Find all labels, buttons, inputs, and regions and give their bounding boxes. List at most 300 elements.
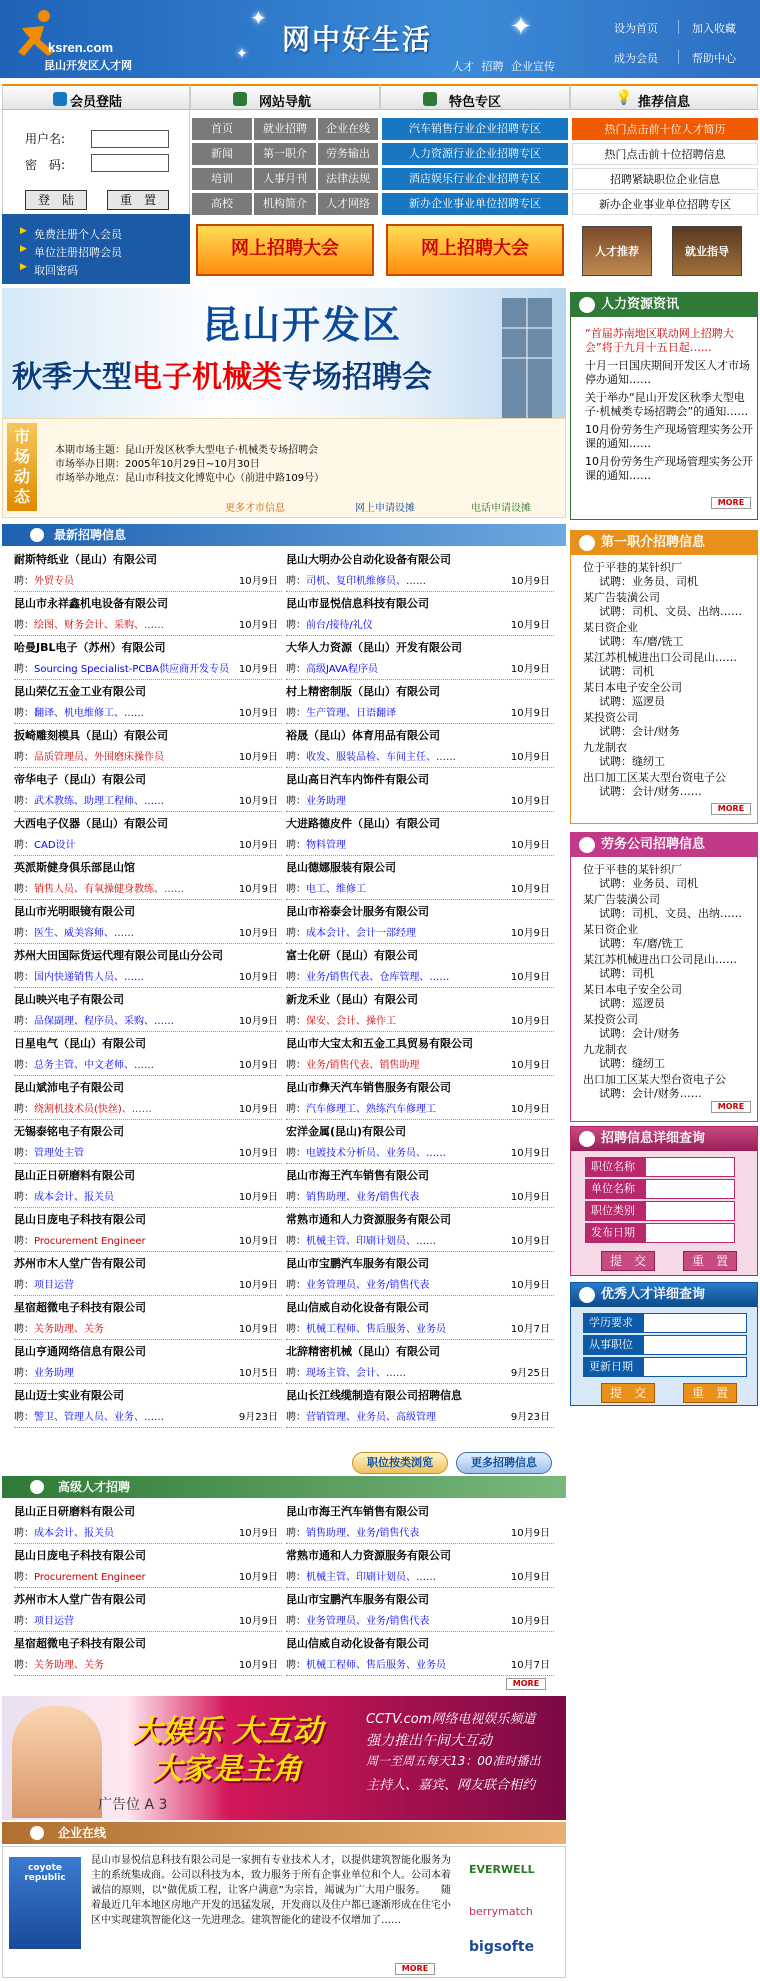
- nav-enterprise[interactable]: 企业在线: [318, 118, 378, 140]
- feature-header: [380, 84, 570, 110]
- job-positions[interactable]: [286, 924, 504, 939]
- online-apply-link[interactable]: 网上申请设摊: [355, 503, 415, 514]
- list-item[interactable]: [577, 863, 755, 891]
- job-positions[interactable]: [286, 1144, 504, 1159]
- company-name[interactable]: 英派斯健身俱乐部昆山馆: [14, 861, 135, 874]
- hr-news-item[interactable]: 十月一日国庆期间开发区人才市场停办通知……: [585, 359, 750, 386]
- nav-header: [190, 84, 380, 110]
- job-positions[interactable]: [286, 660, 504, 675]
- job-positions[interactable]: [286, 1568, 504, 1583]
- post-date: 10月9日: [238, 1192, 278, 1203]
- list-item[interactable]: [577, 893, 755, 921]
- feature-item-new[interactable]: 新办企业事业单位招聘专区: [382, 193, 568, 215]
- job-positions[interactable]: [286, 1276, 504, 1291]
- more-jobs-button[interactable]: 更多招聘信息: [456, 1452, 552, 1474]
- positions-prefix: 聘：: [286, 664, 306, 675]
- job-cell[interactable]: [286, 680, 554, 724]
- job-positions[interactable]: [286, 880, 504, 895]
- list-item[interactable]: [577, 1043, 755, 1071]
- job-positions[interactable]: [14, 1276, 232, 1291]
- positions-prefix: 聘：: [286, 928, 306, 939]
- job-positions[interactable]: [14, 616, 232, 631]
- list-item[interactable]: [577, 771, 755, 799]
- job-cell[interactable]: [14, 1032, 282, 1076]
- post-date: 10月9日: [238, 1016, 278, 1027]
- job-positions[interactable]: [14, 1012, 232, 1027]
- job-positions[interactable]: [286, 1320, 504, 1335]
- job-name-label: 职位名称: [585, 1157, 645, 1177]
- job-cell[interactable]: [14, 1632, 282, 1676]
- password-label: 密 码:: [25, 158, 66, 172]
- positions-prefix: 聘：: [14, 1060, 34, 1071]
- company-name[interactable]: 大进路德皮件（昆山）有限公司: [286, 817, 440, 830]
- positions-prefix: 聘：: [286, 1616, 306, 1627]
- job-positions[interactable]: [14, 1056, 232, 1071]
- positions-prefix: 聘：: [14, 664, 34, 675]
- positions-value: 收发、服装品检、车间主任、……: [306, 752, 456, 763]
- company-name[interactable]: 昆山市大宝太和五金工具贸易有限公司: [286, 1037, 473, 1050]
- job-positions[interactable]: [14, 748, 232, 763]
- company-name[interactable]: 星宿超微电子科技有限公司: [14, 1637, 146, 1650]
- online-fair-banner[interactable]: 网上招聘大会: [196, 224, 374, 276]
- fair-banner[interactable]: [2, 288, 566, 418]
- hr-news-header: [571, 293, 757, 317]
- banner-line1: 昆山开发区: [202, 303, 403, 347]
- list-item[interactable]: [577, 561, 755, 589]
- job-cell[interactable]: [14, 1500, 282, 1544]
- talent-query-submit[interactable]: 提 交: [601, 1383, 655, 1403]
- company-name[interactable]: 富士化研（昆山）有限公司: [286, 949, 418, 962]
- list-item[interactable]: [577, 1073, 755, 1101]
- job-positions[interactable]: [14, 1100, 232, 1115]
- become-member-link[interactable]: 成为会员: [614, 52, 658, 65]
- login-button[interactable]: 登 陆: [25, 190, 87, 210]
- retrieve-password-link[interactable]: 取回密码: [34, 264, 78, 277]
- job-cell[interactable]: [14, 900, 282, 944]
- job-query-submit[interactable]: 提 交: [601, 1251, 655, 1271]
- company-name[interactable]: 大华人力资源（昆山）开发有限公司: [286, 641, 462, 654]
- job-cell[interactable]: [286, 548, 554, 592]
- education-select[interactable]: [643, 1313, 747, 1333]
- more-button[interactable]: MORE: [395, 1963, 435, 1975]
- password-input[interactable]: [91, 154, 169, 172]
- company-name[interactable]: 昆山市海王汽车销售有限公司: [286, 1505, 429, 1518]
- nav-law[interactable]: 法律法规: [318, 168, 378, 190]
- ad-line3: 周一至周五每天13：00准时播出: [366, 1754, 541, 1768]
- job-cell[interactable]: [14, 1296, 282, 1340]
- update-date-label: 更新日期: [583, 1357, 643, 1377]
- job-cell[interactable]: [14, 680, 282, 724]
- company-name[interactable]: 昆山市永祥鑫机电设备有限公司: [14, 597, 168, 610]
- reset-button[interactable]: 重 置: [107, 190, 169, 210]
- job-positions[interactable]: [14, 968, 232, 983]
- nav-monthly[interactable]: 人事月刊: [254, 168, 316, 190]
- positions-value: 销售助理、业务/销售代表: [306, 1192, 420, 1203]
- list-job: 试聘：巡逻员: [599, 997, 665, 1010]
- job-positions[interactable]: [14, 1612, 232, 1627]
- positions-prefix: 聘：: [14, 1148, 34, 1159]
- positions-prefix: 聘：: [14, 972, 34, 983]
- company-name[interactable]: 昆山日庞电子科技有限公司: [14, 1549, 146, 1562]
- positions-value: 关务助理、关务: [34, 1660, 104, 1671]
- more-button[interactable]: MORE: [711, 803, 751, 815]
- job-cell[interactable]: [14, 592, 282, 636]
- positions-value: 电工、维修工: [306, 884, 366, 895]
- username-input[interactable]: [91, 130, 169, 148]
- positions-prefix: 聘：: [286, 1324, 306, 1335]
- more-button[interactable]: MORE: [506, 1678, 546, 1690]
- job-positions[interactable]: [14, 1364, 232, 1379]
- company-name[interactable]: 苏州市木人堂广告有限公司: [14, 1257, 146, 1270]
- hr-news-item[interactable]: “首届苏南地区联动网上招聘大会”将于九月十五日起……: [585, 327, 734, 354]
- job-cell[interactable]: [286, 636, 554, 680]
- job-positions[interactable]: [286, 1012, 504, 1027]
- job-cell[interactable]: [14, 636, 282, 680]
- hr-news-item[interactable]: 关于举办“昆山开发区秋季大型电子·机械类专场招聘会”的通知……: [585, 391, 749, 418]
- company-name[interactable]: 昆山正日研磨料有限公司: [14, 1169, 135, 1182]
- senior-icon: [30, 1480, 44, 1494]
- company-name[interactable]: 无锡泰铭电子有限公司: [14, 1125, 124, 1138]
- list-job: 试聘：司机: [599, 665, 654, 678]
- nav-first-agency[interactable]: 第一职介: [254, 143, 316, 165]
- job-cell[interactable]: [14, 988, 282, 1032]
- post-date: 10月9日: [510, 620, 550, 631]
- positions-prefix: 聘：: [286, 1060, 306, 1071]
- job-positions[interactable]: [286, 616, 504, 631]
- job-positions[interactable]: [286, 1524, 504, 1539]
- company-name[interactable]: 宏洋金属(昆山)有限公司: [286, 1125, 407, 1138]
- company-name[interactable]: 北辞精密机械（昆山）有限公司: [286, 1345, 440, 1358]
- company-name[interactable]: 昆山市海王汽车销售有限公司: [286, 1169, 429, 1182]
- nav-about[interactable]: 机构简介: [254, 193, 316, 215]
- feature-item-hotel[interactable]: 酒店娱乐行业企业招聘专区: [382, 168, 568, 190]
- hr-news-panel: [570, 292, 758, 520]
- job-cell[interactable]: [14, 1340, 282, 1384]
- job-cell[interactable]: [286, 1032, 554, 1076]
- positions-prefix: 聘：: [286, 840, 306, 851]
- list-job: 试聘：业务员、司机: [599, 575, 698, 588]
- job-guide-pic[interactable]: 就业指导: [672, 226, 742, 276]
- job-positions[interactable]: [14, 880, 232, 895]
- company-name[interactable]: 新龙禾业（昆山）有限公司: [286, 993, 418, 1006]
- more-button[interactable]: MORE: [711, 1101, 751, 1113]
- job-cell[interactable]: [14, 856, 282, 900]
- positions-prefix: 聘：: [286, 1104, 306, 1115]
- nav-home[interactable]: 首页: [192, 118, 252, 140]
- nav-jobs[interactable]: 就业招聘: [254, 118, 316, 140]
- hr-news-item[interactable]: 10月份劳务生产现场管理实务公开课的通知……: [585, 455, 753, 482]
- list-company: 位于平巷的某针织厂: [583, 863, 682, 876]
- positions-value: 高级JAVA程序员: [306, 664, 379, 675]
- list-item[interactable]: [577, 651, 755, 679]
- job-cell[interactable]: [14, 1588, 282, 1632]
- company-name[interactable]: 昆山信威自动化设备有限公司: [286, 1301, 429, 1314]
- positions-value: 绕割机技术员(快丝)、……: [34, 1104, 152, 1115]
- job-cell[interactable]: [14, 724, 282, 768]
- register-personal-link[interactable]: 免费注册个人会员: [34, 228, 122, 241]
- post-date: 10月9日: [238, 796, 278, 807]
- latest-icon: [30, 528, 44, 542]
- job-cell[interactable]: [286, 1340, 554, 1384]
- job-positions[interactable]: [14, 1188, 232, 1203]
- company-name[interactable]: 昆山斌沛电子有限公司: [14, 1081, 124, 1094]
- ad-line4: 主持人、嘉宾、网友联合相约: [366, 1778, 536, 1793]
- job-positions[interactable]: [14, 1568, 232, 1583]
- job-positions[interactable]: [286, 792, 504, 807]
- ad-headline1: 大娱乐 大互动: [132, 1714, 323, 1749]
- job-category-select[interactable]: [645, 1201, 735, 1221]
- recommend-item-jobs[interactable]: 热门点击前十位招聘信息: [572, 143, 758, 165]
- job-positions[interactable]: [286, 1408, 504, 1423]
- company-name[interactable]: 昆山日庞电子科技有限公司: [14, 1213, 146, 1226]
- positions-prefix: 聘：: [286, 1016, 306, 1027]
- company-name[interactable]: 村上精密制版（昆山）有限公司: [286, 685, 440, 698]
- list-item[interactable]: [577, 983, 755, 1011]
- post-date: 10月9日: [238, 1104, 278, 1115]
- positions-prefix: 聘：: [14, 884, 34, 895]
- company-name[interactable]: 昆山亨通网络信息有限公司: [14, 1345, 146, 1358]
- job-cell[interactable]: [286, 768, 554, 812]
- job-positions[interactable]: [14, 1144, 232, 1159]
- job-positions[interactable]: [286, 1656, 504, 1671]
- latest-jobs-header: [2, 524, 566, 546]
- job-cell[interactable]: [286, 1252, 554, 1296]
- positions-value: 业务/销售代表、销售助理: [306, 1060, 420, 1071]
- browse-by-category-button[interactable]: 职位按类浏览: [352, 1452, 448, 1474]
- post-date: 10月9日: [510, 752, 550, 763]
- job-cell[interactable]: [14, 1544, 282, 1588]
- list-item[interactable]: [577, 621, 755, 649]
- ad-person-image: [12, 1706, 102, 1818]
- positions-value: 外贸专员: [34, 576, 74, 587]
- job-positions[interactable]: [14, 924, 232, 939]
- post-date: 9月23日: [238, 1412, 278, 1423]
- job-cell[interactable]: [286, 1164, 554, 1208]
- job-cell[interactable]: [286, 592, 554, 636]
- company-name[interactable]: 昆山迈士实业有限公司: [14, 1389, 124, 1402]
- job-positions[interactable]: [286, 836, 504, 851]
- list-item[interactable]: [577, 923, 755, 951]
- more-market-link[interactable]: 更多才市信息: [225, 503, 285, 514]
- username-label: 用户名:: [25, 132, 66, 146]
- list-item[interactable]: [577, 953, 755, 981]
- job-cell[interactable]: [14, 1120, 282, 1164]
- job-cell[interactable]: [286, 724, 554, 768]
- job-positions[interactable]: [14, 1524, 232, 1539]
- company-name[interactable]: 大西电子仪器（昆山）有限公司: [14, 817, 168, 830]
- positions-value: 武术教练、助理工程师、……: [34, 796, 164, 807]
- post-date: 10月9日: [238, 1572, 278, 1583]
- job-cell[interactable]: [286, 1076, 554, 1120]
- job-positions[interactable]: [14, 1320, 232, 1335]
- company-name[interactable]: 常熟市通和人力资源服务有限公司: [286, 1213, 451, 1226]
- company-name[interactable]: 苏州市木人堂广告有限公司: [14, 1593, 146, 1606]
- post-date: 10月9日: [238, 1660, 278, 1671]
- job-positions[interactable]: [286, 1100, 504, 1115]
- job-cell[interactable]: [286, 1120, 554, 1164]
- list-job: 试聘：司机、文员、出纳……: [599, 907, 742, 920]
- talent-recommend-pic[interactable]: 人才推荐: [582, 226, 652, 276]
- bigsofte-logo[interactable]: bigsofte: [469, 1939, 535, 1955]
- job-positions[interactable]: [286, 1232, 504, 1247]
- job-cell[interactable]: [286, 1384, 554, 1428]
- help-center-link[interactable]: 帮助中心: [692, 52, 736, 65]
- company-name[interactable]: 昆山高日汽车内饰件有限公司: [286, 773, 429, 786]
- job-cell[interactable]: [286, 988, 554, 1032]
- job-positions[interactable]: [286, 1612, 504, 1627]
- recommend-item-new[interactable]: 新办企业事业单位招聘专区: [572, 193, 758, 215]
- set-homepage-link[interactable]: 设为首页: [614, 22, 658, 35]
- company-name[interactable]: 昆山信威自动化设备有限公司: [286, 1637, 429, 1650]
- hr-news-item[interactable]: 10月份劳务生产现场管理实务公开课的通知……: [585, 423, 753, 450]
- recommend-item-resume[interactable]: 热门点击前十位人才简历: [572, 118, 758, 140]
- positions-value: 国内快递销售人员、……: [34, 972, 144, 983]
- arrow-icon: ▶: [20, 262, 27, 272]
- job-positions[interactable]: [286, 968, 504, 983]
- nav-network[interactable]: 人才网络: [318, 193, 378, 215]
- job-positions[interactable]: [14, 572, 232, 587]
- company-name[interactable]: 昆山市宝鹏汽车服务有限公司: [286, 1257, 429, 1270]
- job-cell[interactable]: [286, 812, 554, 856]
- company-name[interactable]: 星宿超微电子科技有限公司: [14, 1301, 146, 1314]
- online-fair-banner[interactable]: 网上招聘大会: [386, 224, 564, 276]
- company-name[interactable]: 昆山荣亿五金工业有限公司: [14, 685, 146, 698]
- job-cell[interactable]: [14, 1076, 282, 1120]
- job-cell[interactable]: [14, 1164, 282, 1208]
- job-cell[interactable]: [286, 1588, 554, 1632]
- positions-prefix: 聘：: [14, 796, 34, 807]
- nav-news[interactable]: 新闻: [192, 143, 252, 165]
- market-date: 市场举办日期：2005年10月29日~10月30日: [55, 459, 260, 470]
- publish-date-select[interactable]: [645, 1223, 735, 1243]
- job-cell[interactable]: [286, 1296, 554, 1340]
- company-name[interactable]: 耐斯特纸业（昆山）有限公司: [14, 553, 157, 566]
- job-cell[interactable]: [14, 768, 282, 812]
- positions-value: Sourcing Specialist-PCBA供应商开发专员: [34, 664, 230, 675]
- register-company-link[interactable]: 单位注册招聘会员: [34, 246, 122, 259]
- positions-prefix: 聘：: [14, 708, 34, 719]
- positions-prefix: 聘：: [14, 1192, 34, 1203]
- job-cell[interactable]: [286, 944, 554, 988]
- positions-value: 物料管理: [306, 840, 346, 851]
- company-name-input[interactable]: [645, 1179, 735, 1199]
- phone-apply-link[interactable]: 电话申请设摊: [471, 503, 531, 514]
- list-item[interactable]: [577, 1013, 755, 1041]
- company-name[interactable]: 帝华电子（昆山）有限公司: [14, 773, 146, 786]
- job-name-input[interactable]: [645, 1157, 735, 1177]
- position-input[interactable]: [643, 1335, 747, 1355]
- job-cell[interactable]: [14, 1208, 282, 1252]
- job-cell[interactable]: [286, 1500, 554, 1544]
- job-positions[interactable]: [14, 660, 232, 675]
- company-name[interactable]: 昆山市宝鹏汽车服务有限公司: [286, 1593, 429, 1606]
- company-name[interactable]: 昆山市显悦信息科技有限公司: [286, 597, 429, 610]
- job-cell[interactable]: [286, 1208, 554, 1252]
- company-name[interactable]: 昆山映兴电子有限公司: [14, 993, 124, 1006]
- coyote-logo[interactable]: coyote republic: [9, 1857, 81, 1949]
- job-positions[interactable]: [14, 1408, 232, 1423]
- site-logo[interactable]: [6, 4, 154, 70]
- star-icon: ✦: [250, 6, 267, 30]
- positions-value: 绘图、财务会计、采购、……: [34, 620, 164, 631]
- company-name[interactable]: 昆山德娜服装有限公司: [286, 861, 396, 874]
- job-cell[interactable]: [14, 812, 282, 856]
- job-positions[interactable]: [14, 704, 232, 719]
- more-button[interactable]: MORE: [711, 497, 751, 509]
- company-name[interactable]: 裕晟（昆山）体育用品有限公司: [286, 729, 440, 742]
- job-positions[interactable]: [286, 1364, 504, 1379]
- recommend-item-scarce[interactable]: 招聘紧缺职位企业信息: [572, 168, 758, 190]
- company-name[interactable]: 昆山市裕泰会计服务有限公司: [286, 905, 429, 918]
- job-cell[interactable]: [14, 1252, 282, 1296]
- job-positions[interactable]: [286, 1056, 504, 1071]
- company-name[interactable]: 哈曼JBL电子（苏州）有限公司: [14, 641, 166, 654]
- company-name-label: 单位名称: [585, 1179, 645, 1199]
- ad-banner[interactable]: [2, 1696, 566, 1820]
- job-cell[interactable]: [286, 1632, 554, 1676]
- company-name[interactable]: 扳崎雕刻模具（昆山）有限公司: [14, 729, 168, 742]
- positions-value: 品质管理员、外围磨床操作员: [34, 752, 164, 763]
- nav-college[interactable]: 高校: [192, 193, 252, 215]
- positions-value: 业务管理员、业务/销售代表: [306, 1616, 430, 1627]
- company-name[interactable]: 日星电气（昆山）有限公司: [14, 1037, 146, 1050]
- job-cell[interactable]: [14, 1384, 282, 1428]
- company-name[interactable]: 常熟市通和人力资源服务有限公司: [286, 1549, 451, 1562]
- positions-prefix: 聘：: [14, 1616, 34, 1627]
- market-place: 市场举办地点：昆山市科技文化博览中心（前进中路109号）: [55, 473, 325, 484]
- job-cell[interactable]: [286, 1544, 554, 1588]
- job-positions[interactable]: [14, 1232, 232, 1247]
- job-cell[interactable]: [286, 900, 554, 944]
- positions-value: 成本会计、报关员: [34, 1528, 114, 1539]
- feature-item-auto[interactable]: 汽车销售行业企业招聘专区: [382, 118, 568, 140]
- job-positions[interactable]: [286, 1188, 504, 1203]
- job-cell[interactable]: [286, 856, 554, 900]
- everwell-logo[interactable]: EVERWELL: [469, 1863, 535, 1876]
- company-name[interactable]: 昆山市彝天汽车销售服务有限公司: [286, 1081, 451, 1094]
- add-favorite-link[interactable]: 加入收藏: [692, 22, 736, 35]
- job-positions[interactable]: [286, 572, 504, 587]
- job-positions[interactable]: [14, 1656, 232, 1671]
- positions-prefix: 聘：: [14, 620, 34, 631]
- talent-query-reset[interactable]: 重 置: [683, 1383, 737, 1403]
- list-item[interactable]: [577, 681, 755, 709]
- feature-item-hr[interactable]: 人力资源行业企业招聘专区: [382, 143, 568, 165]
- job-cell[interactable]: [14, 944, 282, 988]
- job-cell[interactable]: [14, 548, 282, 592]
- list-item[interactable]: [577, 591, 755, 619]
- job-category-label: 职位类别: [585, 1201, 645, 1221]
- company-name[interactable]: 昆山长江线缆制造有限公司招聘信息: [286, 1389, 462, 1402]
- job-query-reset[interactable]: 重 置: [683, 1251, 737, 1271]
- job-positions[interactable]: [286, 704, 504, 719]
- site-slogan-sub: 人才 招聘 企业宣传: [452, 60, 555, 73]
- job-positions[interactable]: [14, 792, 232, 807]
- job-positions[interactable]: [286, 748, 504, 763]
- job-positions[interactable]: [14, 836, 232, 851]
- nav-labor[interactable]: 劳务输出: [318, 143, 378, 165]
- company-name[interactable]: 昆山正日研磨料有限公司: [14, 1505, 135, 1518]
- update-date-select[interactable]: [643, 1357, 747, 1377]
- list-item[interactable]: [577, 741, 755, 769]
- list-item[interactable]: [577, 711, 755, 739]
- company-name[interactable]: 昆山大明办公自动化设备有限公司: [286, 553, 451, 566]
- company-name[interactable]: 昆山市光明眼镜有限公司: [14, 905, 135, 918]
- nav-training[interactable]: 培训: [192, 168, 252, 190]
- company-name[interactable]: 苏州大田国际货运代理有限公司昆山分公司: [14, 949, 223, 962]
- login-panel: [2, 110, 190, 214]
- berrymatch-logo[interactable]: berrymatch: [469, 1905, 533, 1918]
